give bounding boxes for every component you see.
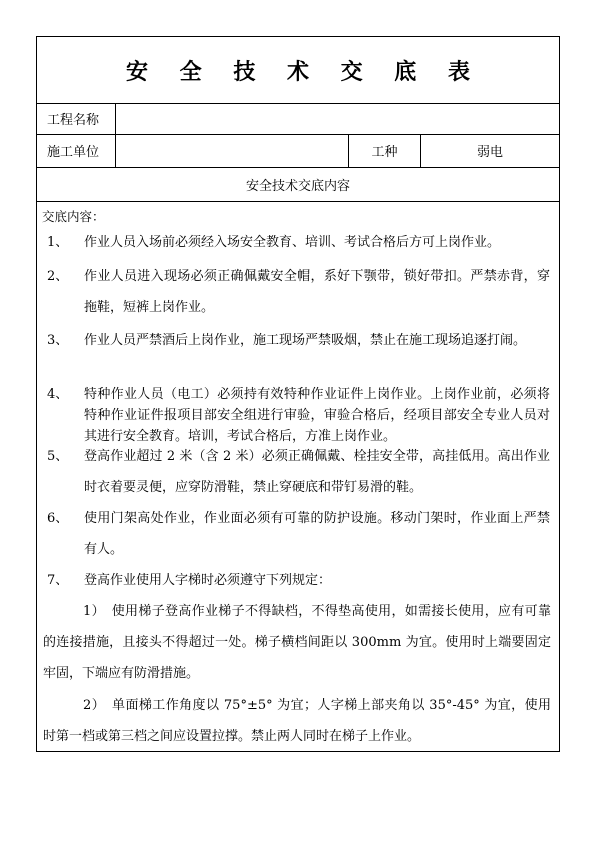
item-text: 登高作业使用人字梯时必须遵守下列规定： <box>84 573 332 588</box>
item-number: 3、 <box>47 333 69 348</box>
trade-value: 弱电 <box>420 134 559 167</box>
form-title: 安 全 技 术 交 底 表 <box>126 58 482 85</box>
item-number: 2、 <box>47 269 69 284</box>
item-number: 5、 <box>47 449 69 464</box>
item-number: 6、 <box>47 511 69 526</box>
item-text: 特种作业人员（电工）必须持有效特种作业证件上岗作业。上岗作业前，必须将特种作业证件报项目部安全组进行审验，审验合格后，经项目部安全专业人员对其进行安全教育。培训，考试合格后，方准上岗作业。 <box>84 387 550 444</box>
form-title-row <box>37 37 559 104</box>
item-text: 使用门架高处作业，作业面必须有可靠的防护设施。移动门架时，作业面上严禁有人。 <box>84 511 550 557</box>
content-heading: 交底内容： <box>42 209 105 224</box>
trade-label: 工种 <box>348 134 420 167</box>
item-number: 1、 <box>47 235 69 250</box>
section-title: 安全技术交底内容 <box>245 178 350 194</box>
safety-briefing-form <box>36 36 560 752</box>
construction-unit-label: 施工单位 <box>47 145 100 160</box>
section-title-row <box>37 167 559 202</box>
item-text: 作业人员严禁酒后上岗作业，施工现场严禁吸烟，禁止在施工现场追逐打闹。 <box>84 333 527 348</box>
sub-item: 2） 单面梯工作角度以 75°±5° 为宜；人字梯上部夹角以 35°-45° 为宜，使用时第一档或第三档之间应设置拉撑。禁止两人同时在梯子上作业。 <box>43 698 551 744</box>
item-number: 7、 <box>47 573 69 588</box>
item-text: 作业人员入场前必须经入场安全教育、培训、考试合格后方可上岗作业。 <box>84 235 501 250</box>
item-text: 登高作业超过 2 米（含 2 米）必须正确佩戴、栓挂安全带，高挂低用。高出作业时衣着要灵便，应穿防滑鞋，禁止穿硬底和带钉易滑的鞋。 <box>84 449 550 495</box>
project-name-value <box>115 103 559 134</box>
construction-unit-row <box>37 134 559 168</box>
item-number: 4、 <box>47 387 69 402</box>
project-name-row <box>37 103 559 135</box>
item-text: 作业人员进入现场必须正确佩戴安全帽，系好下颚带，锁好带扣。严禁赤背，穿拖鞋，短裤上岗作业。 <box>84 269 550 315</box>
project-name-label: 工程名称 <box>47 113 100 128</box>
construction-unit-value <box>115 134 348 167</box>
sub-item: 1） 使用梯子登高作业梯子不得缺档，不得垫高使用，如需接长使用，应有可靠的连接措施，且接头不得超过一处。梯子横档间距以 300mm 为宜。使用时上端要固定牢固，下端应有防滑措施。 <box>43 604 551 681</box>
